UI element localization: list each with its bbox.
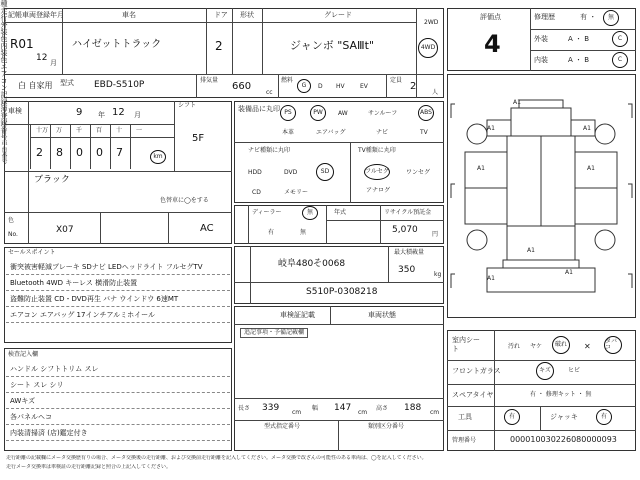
- jack-circle: [596, 409, 612, 425]
- records-label: 記録簿: [0, 91, 8, 112]
- classification-label: 類別区分番号: [368, 423, 405, 430]
- ac-value: AC: [200, 223, 214, 234]
- capacity: 2: [410, 81, 417, 92]
- digit-header: 百: [96, 127, 103, 134]
- reg-record-label: 車検証記載: [280, 311, 315, 319]
- tools-label: 工具: [458, 413, 472, 421]
- equip-aw: AW: [338, 110, 348, 117]
- date-era: R01: [10, 37, 34, 51]
- fuel-g-circle: [297, 79, 311, 93]
- date-label: 記帳車両登録年月: [8, 11, 64, 19]
- equip-sunroof: サンルーフ: [368, 110, 398, 117]
- date-month-unit: 月: [50, 59, 57, 67]
- type-label: 種: [0, 0, 8, 7]
- mileage-label: 走行: [0, 7, 8, 21]
- tools-circle: [504, 409, 520, 425]
- equip-pw-circle: [310, 105, 326, 121]
- navi-sd-circle: [316, 163, 334, 181]
- navi-type-label: ナビ種類に丸印: [248, 147, 291, 154]
- note-line-1: ハンドル シフトトリム スレ: [10, 365, 99, 373]
- cc-label: 排気量: [200, 77, 219, 84]
- vehicle-use: 白 自家用: [18, 81, 53, 90]
- seat-opt-2: ヤケ: [530, 343, 543, 350]
- length-label: 長さ: [238, 405, 251, 412]
- mileage-digit: 7: [116, 146, 123, 159]
- tv-fullseg: フルセグ: [365, 168, 389, 175]
- make-label: 車名: [122, 11, 136, 19]
- mgmt-number: 000010030226080000093: [510, 435, 617, 444]
- svg-text:A1: A1: [583, 125, 591, 132]
- inspection-year: 9: [76, 107, 83, 118]
- seat-opt-1: 汚れ: [508, 343, 521, 350]
- note-line-2: シート スレ シリ: [10, 381, 64, 389]
- exterior-circle: [612, 31, 628, 47]
- body-state-label: 車両状態: [368, 311, 396, 319]
- repair-label: 修理歴: [534, 13, 555, 21]
- digit-header: 十万: [36, 127, 49, 134]
- plate-number: 岐阜480そ0068: [278, 259, 346, 269]
- seat-label: 室内シート: [452, 336, 480, 354]
- equip-abs-circle: [418, 105, 434, 121]
- navi-cd: CD: [252, 189, 261, 196]
- svg-text:A1: A1: [487, 125, 495, 132]
- navi-sd: SD: [320, 168, 330, 175]
- digit-header: 十: [116, 127, 123, 134]
- spare-label: スペアタイヤ: [452, 391, 494, 399]
- length-value: 339: [262, 403, 280, 413]
- exterior-color: ブラック: [34, 175, 70, 185]
- drive-label: 2WD: [424, 19, 439, 26]
- shift-value: 5F: [192, 133, 205, 144]
- exterior-label: 外装: [534, 35, 548, 43]
- equip-leather: 本革: [282, 129, 295, 136]
- dealer-label: ディーラー: [252, 209, 282, 216]
- recycle-value: 5,070: [392, 225, 418, 235]
- equip-airbag: エアバッグ: [316, 129, 346, 136]
- height-label: 高さ: [376, 405, 389, 412]
- height-unit: cm: [430, 409, 440, 416]
- note-line-4: 各パネルヘコ: [10, 413, 52, 421]
- navi-hdd: HDD: [248, 169, 262, 176]
- cap-label: 定員: [390, 77, 403, 84]
- grade-label: グレード: [324, 11, 352, 19]
- load-unit: kg: [434, 271, 442, 278]
- doors-label: ドア: [214, 11, 228, 19]
- repair-value: 無: [607, 14, 614, 21]
- dealer-no: 無: [300, 229, 307, 236]
- navi-dvd: DVD: [284, 169, 298, 176]
- notes-label: 検査記入欄: [8, 351, 39, 358]
- equipment-label: 装備品に丸印: [238, 105, 280, 113]
- jack-label: ジャッキ: [550, 413, 578, 421]
- tv-fullseg-circle: [364, 164, 390, 180]
- equip-pw: PW: [313, 109, 323, 116]
- repair-circle: [603, 10, 619, 26]
- inspection-label: 車検: [8, 107, 22, 115]
- svg-text:A1: A1: [527, 247, 535, 254]
- trim-label: No.: [8, 231, 18, 238]
- cc-unit: cc: [266, 89, 273, 96]
- height-value: 188: [404, 403, 422, 413]
- width-unit: cm: [358, 409, 368, 416]
- dealer-circle: [302, 206, 318, 220]
- drive-4wd-circle: [418, 38, 438, 58]
- dealer-value: 無: [306, 209, 313, 216]
- inspection-month-unit: 月: [134, 111, 141, 119]
- svg-text:A1: A1: [587, 165, 595, 172]
- score-value: 4: [484, 30, 501, 58]
- chassis-number: S510P-0308218: [306, 287, 378, 297]
- svg-text:A1: A1: [513, 99, 521, 106]
- fuel-d: D: [318, 83, 323, 90]
- ac-label: エアコン: [0, 63, 8, 91]
- spare-opts: 有 ・ 修理キット ・ 無: [530, 391, 592, 398]
- date-month: 12: [36, 53, 48, 63]
- reg-note-label: 追記事項・予備記載欄: [240, 328, 308, 338]
- load-label: 最大積載量: [394, 249, 425, 256]
- equip-abs: ABS: [420, 109, 432, 116]
- shape-label: 形状: [240, 11, 254, 19]
- mileage-digit: 0: [76, 146, 83, 159]
- inspection-year-unit: 年: [98, 111, 105, 119]
- tools-value: 有: [508, 413, 515, 420]
- point-line-4: エアコン エアバッグ 17インチアルミホイール: [10, 311, 156, 319]
- exterior-opts: A ・ B: [568, 35, 590, 43]
- vehicle-make: ハイゼットトラック: [72, 39, 162, 50]
- equip-tv: TV: [420, 129, 428, 136]
- vehicle-diagram: [447, 74, 636, 318]
- svg-text:A1: A1: [565, 269, 573, 276]
- tv-type-label: TV種類に丸印: [358, 147, 396, 154]
- digit-header: 千: [76, 127, 83, 134]
- tv-analog: アナログ: [366, 187, 391, 194]
- note-line-5: 内装清掃済 (店)鑑定付き: [10, 429, 88, 437]
- km-circle: [150, 150, 166, 164]
- exterior-value: C: [617, 35, 623, 42]
- load-value: 350: [398, 265, 416, 275]
- svg-text:A1: A1: [487, 275, 495, 282]
- recycle-label: リサイクル預託金: [384, 209, 432, 216]
- glass-label: フロントガラス: [452, 367, 501, 375]
- inspection-month: 12: [112, 107, 125, 118]
- navi-memory: メモリー: [284, 189, 309, 196]
- interior-opts: A ・ B: [568, 56, 590, 64]
- interior-label: 内装: [534, 56, 548, 64]
- equip-ps-circle: [280, 105, 296, 121]
- note-line-3: AWキズ: [10, 397, 36, 405]
- color-change-note: 色替車に◯をする: [160, 197, 209, 204]
- length-unit: cm: [292, 409, 302, 416]
- glass-scratch-circle: [536, 362, 554, 380]
- point-line-3: 盗難防止装置 CD・DVD再生 バナ ウインドウ 6速MT: [10, 295, 179, 303]
- footer-line-1: 走行距離の記載欄にメータ交換歴有りの場合、メータ交換後の走行距離、および交換前走行距離を記入してください。メータ交換で改ざんの可能性のある車両は、◯を記入してください。: [6, 455, 427, 461]
- svg-text:A1: A1: [477, 165, 485, 172]
- engine-cc: 660: [232, 81, 252, 92]
- seat-opt-3: 破れ: [554, 341, 567, 348]
- cap-unit: 人: [432, 89, 439, 96]
- point-line-2: Bluetooth 4WD キーレス 横滑防止装置: [10, 279, 138, 287]
- type-designation-label: 型式指定番号: [264, 423, 301, 430]
- glass-scratch: キズ: [539, 367, 551, 374]
- type-year-label: 年式: [334, 209, 347, 216]
- seat-opt-3-circle: [552, 336, 570, 354]
- color-label: 外装色: [0, 21, 8, 42]
- mileage-unit: km: [153, 153, 163, 160]
- repair-opts: 有 ・: [580, 13, 597, 21]
- seat-opt-4: タバコ: [605, 338, 617, 351]
- mileage-digit: 2: [36, 146, 43, 159]
- fuel-hv: HV: [336, 83, 345, 90]
- model-label: 型式: [60, 79, 74, 87]
- points-label: セールスポイント: [8, 249, 56, 256]
- trim-code: X07: [56, 225, 74, 235]
- tv-oneseg: ワンセグ: [406, 169, 431, 176]
- jack-value: 有: [600, 413, 607, 420]
- footer-line-2: 走行メータ交換車は車検証の走行距離記録と照合の上記入してください。: [6, 464, 172, 470]
- interior-color-label: 内装色: [0, 42, 8, 63]
- mgmt-label: 管理番号: [452, 437, 477, 444]
- seat-opt-4-circle: [604, 336, 622, 354]
- interior-circle: [612, 52, 628, 68]
- drive-value: 4WD: [420, 44, 436, 51]
- digit-header: 万: [56, 127, 63, 134]
- model-code: EBD-S510P: [94, 80, 145, 90]
- equip-ps: PS: [284, 109, 292, 116]
- fuel-ev: EV: [360, 83, 368, 90]
- fuel-selected: G: [301, 82, 307, 89]
- width-value: 147: [334, 403, 352, 413]
- shift-label: シフト: [178, 102, 197, 109]
- glass-crack: ヒビ: [568, 367, 581, 374]
- equip-navi: ナビ: [376, 129, 389, 136]
- mileage-digit: 8: [56, 146, 63, 159]
- plate-label: 登録番号: [0, 112, 8, 140]
- digit-header: 一: [136, 127, 143, 134]
- door-count: 2: [215, 39, 223, 53]
- width-label: 幅: [312, 405, 319, 412]
- mileage-digit: 0: [96, 146, 103, 159]
- chassis-label: 車台番号: [0, 140, 7, 164]
- point-line-1: 衝突被害軽減ブレーキ SDナビ LEDヘッドライト フルセグTV: [10, 263, 203, 271]
- vehicle-grade: ジャンボ "SAⅢt": [290, 39, 375, 52]
- dealer-yes: 有: [268, 229, 275, 236]
- recycle-unit: 円: [432, 231, 439, 238]
- interior-value: C: [617, 56, 623, 63]
- score-label: 評価点: [480, 13, 501, 21]
